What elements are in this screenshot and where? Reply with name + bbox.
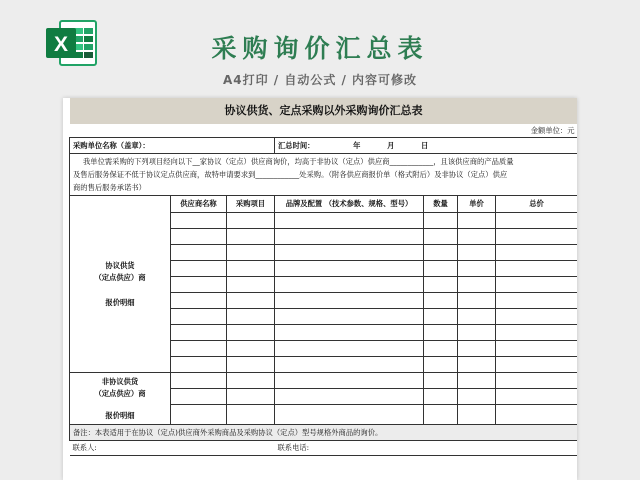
col-brand-spec: 品牌及配置 （技术参数、规格、型号） bbox=[275, 196, 424, 213]
paragraph-line-1: 我单位需采购的下列项目经向以下__家协议（定点）供应商询价，均高于非协议（定点）供应商____________，且该供应商的产品质量 bbox=[83, 157, 514, 166]
col-quantity: 数量 bbox=[424, 196, 458, 213]
amount-unit: 金额单位：元 bbox=[530, 125, 575, 135]
col-supplier-name: 供应商名称 bbox=[171, 196, 227, 213]
request-paragraph[interactable] bbox=[70, 154, 578, 196]
group2-line-4: 报价明细 bbox=[105, 410, 135, 420]
page-title: 采购询价汇总表 bbox=[211, 34, 429, 63]
svg-text:X: X bbox=[53, 33, 69, 56]
buyer-label[interactable]: 采购单位名称（盖章）： bbox=[70, 138, 275, 154]
note-row: 备注：本表适用于在协议（定点)供应商外采购商品及采购协议（定点）型号规格外商品的询价。 bbox=[70, 425, 578, 441]
contact-label[interactable]: 联系人: bbox=[70, 441, 275, 456]
inquiry-table bbox=[69, 98, 577, 456]
phone-label[interactable]: 联系电话: bbox=[275, 441, 578, 456]
col-item: 采购项目 bbox=[227, 196, 275, 213]
day-label: 日 bbox=[421, 140, 429, 150]
summary-time-cell[interactable] bbox=[275, 138, 578, 154]
group2-line-2: （定点供应）商 bbox=[94, 388, 146, 398]
group2-spacer bbox=[73, 400, 167, 410]
group2-label bbox=[70, 373, 171, 425]
group1-line-4: 报价明细 bbox=[105, 297, 135, 307]
paragraph-line-2: 及售后服务保证不低于协议定点供应商，故特申请要求到____________处采购。（附各供应商报价单（格式附后）及非协议（定点）供应 bbox=[73, 170, 508, 179]
group2-line-1: 非协议供货 bbox=[101, 376, 139, 386]
spreadsheet-preview bbox=[63, 98, 577, 480]
paragraph-line-3: 商的售后服务承诺书） bbox=[73, 183, 146, 192]
group1-spacer bbox=[73, 284, 167, 297]
group1-line-1: 协议供货 bbox=[105, 260, 135, 270]
sheet-title: 协议供货、定点采购以外采购询价汇总表 bbox=[70, 98, 578, 124]
col-total: 总价 bbox=[496, 196, 578, 213]
col-unit-price: 单价 bbox=[458, 196, 496, 213]
month-label: 月 bbox=[387, 140, 395, 150]
page-subtitle: A4打印 / 自动公式 / 内容可修改 bbox=[222, 73, 418, 87]
group1-line-2: （定点供应）商 bbox=[94, 272, 146, 282]
group1-label bbox=[70, 196, 171, 373]
summary-time-label: 汇总时间： bbox=[278, 140, 315, 150]
year-label: 年 bbox=[353, 140, 361, 150]
